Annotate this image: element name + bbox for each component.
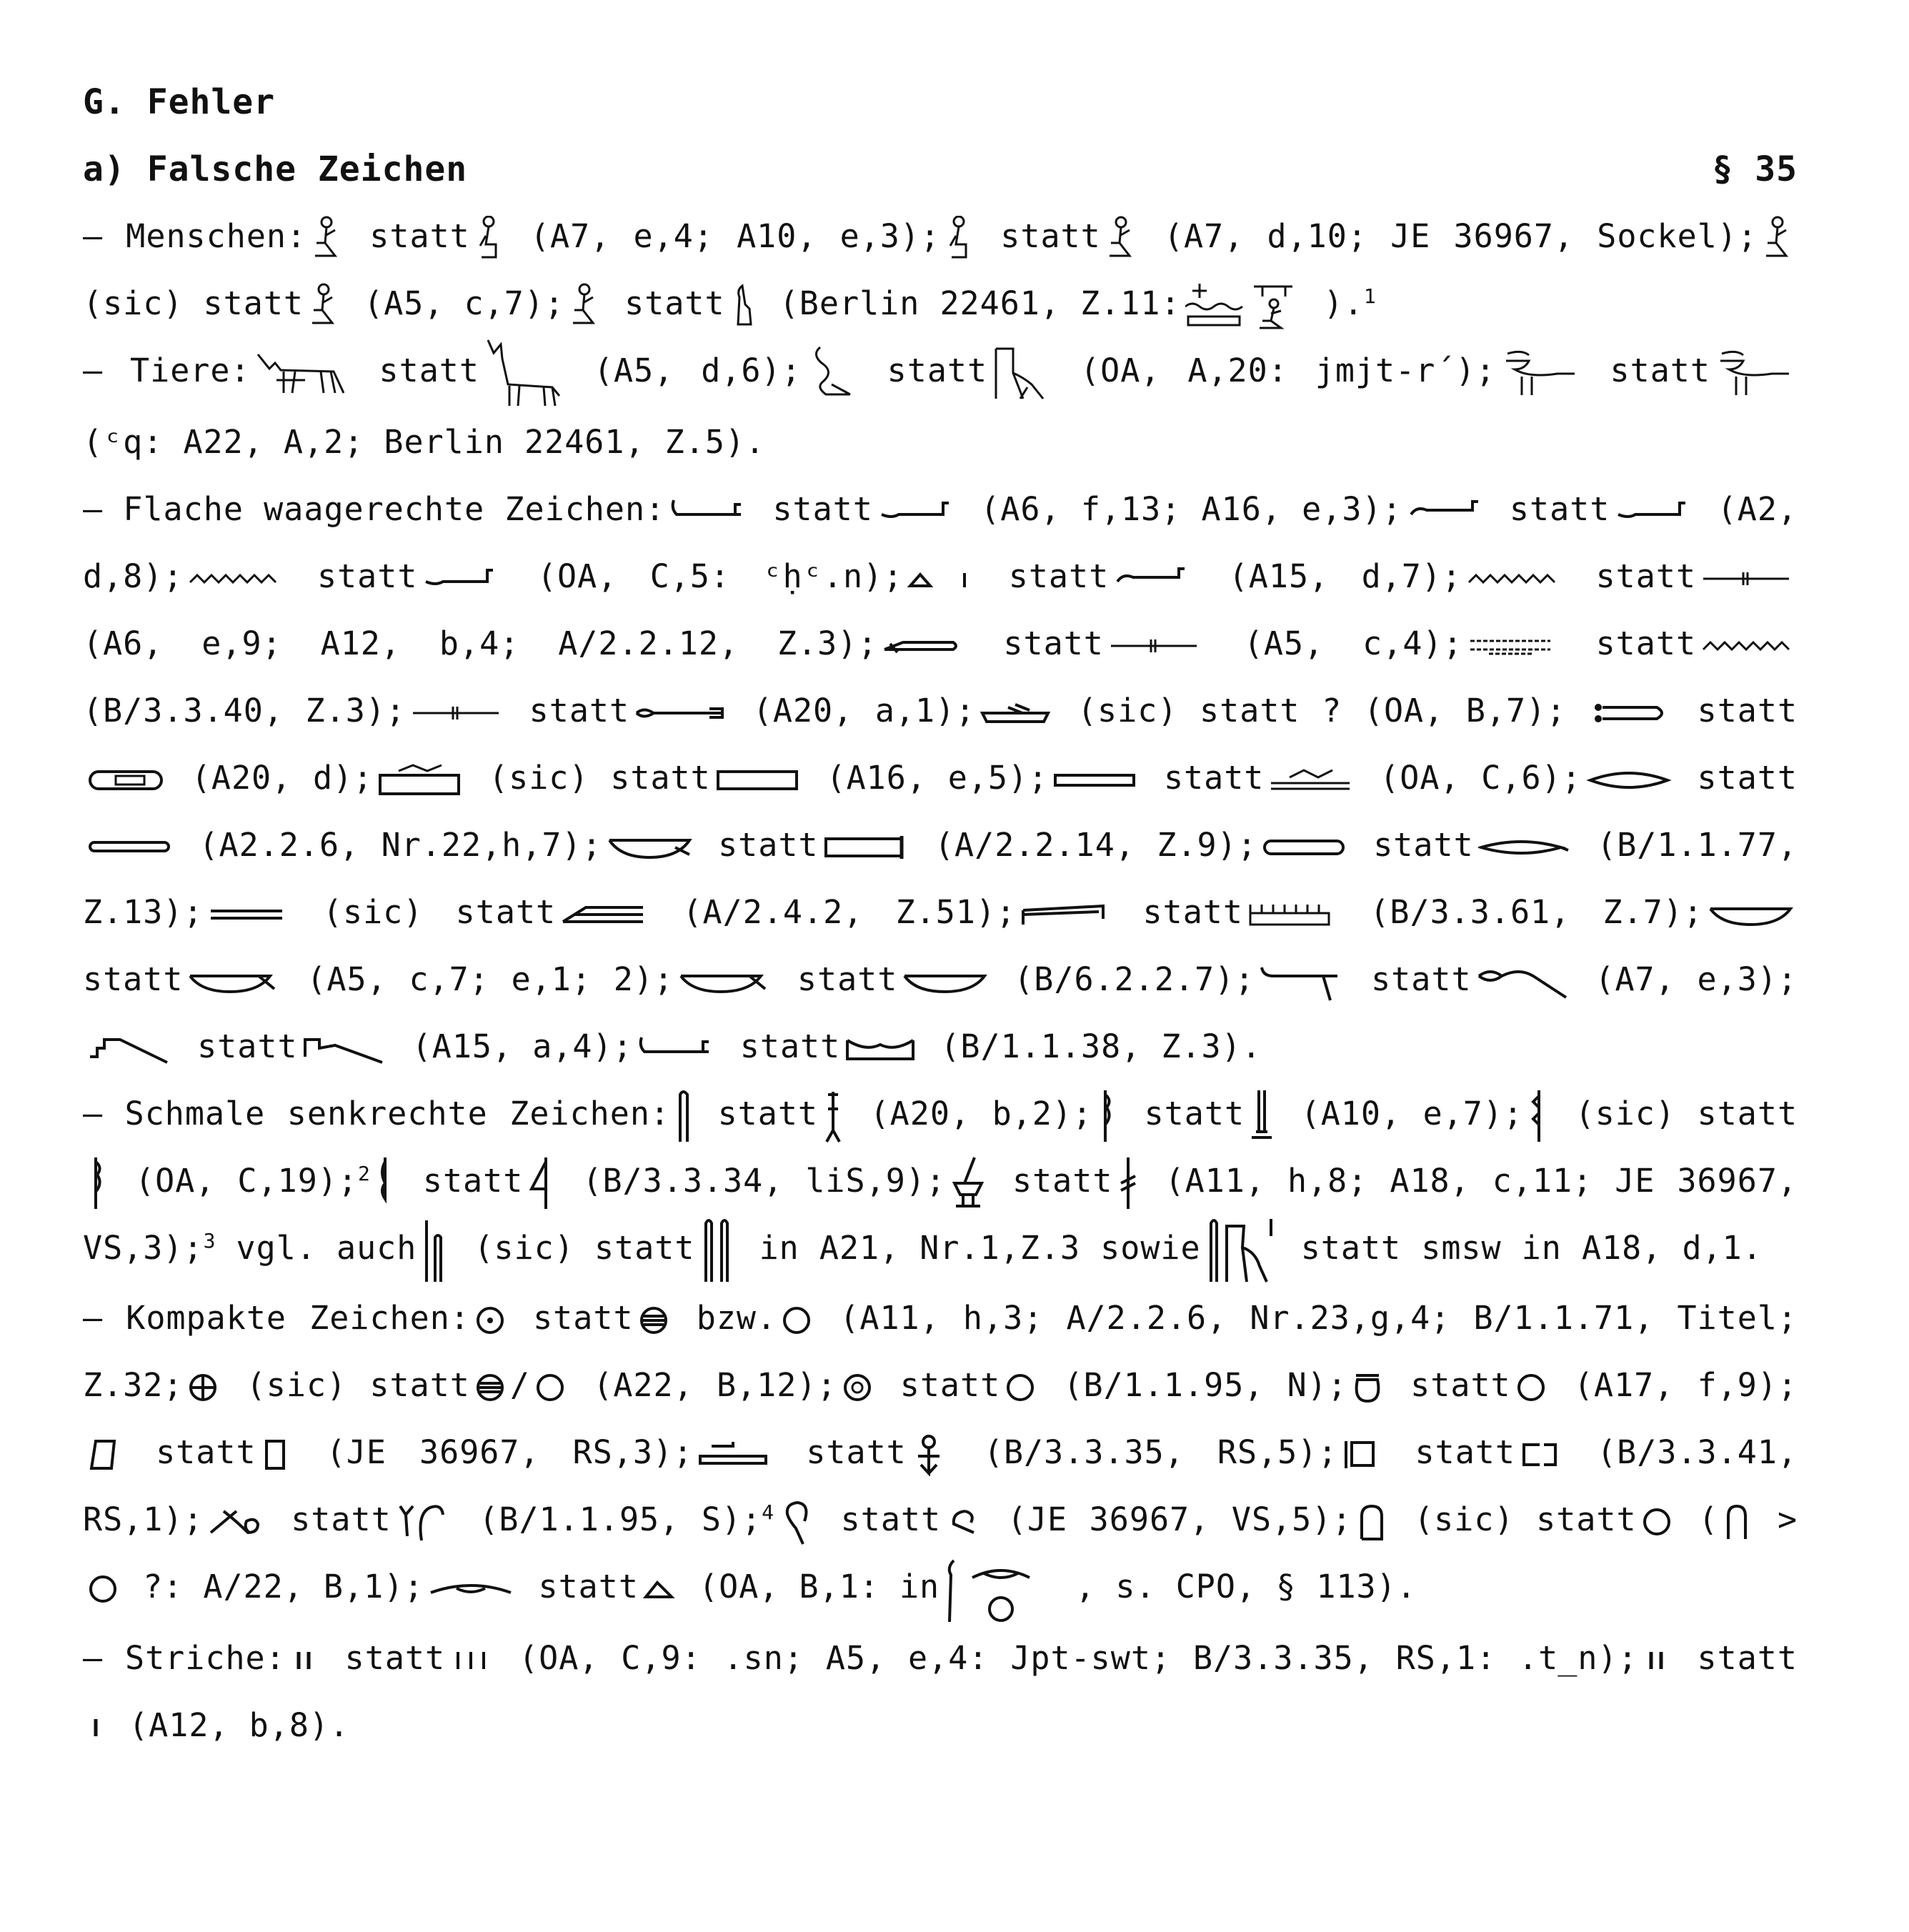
text: (B/3.3.41, RS,1); (83, 1433, 1798, 1538)
text: statt (422, 1162, 524, 1200)
box-glyph (1342, 1437, 1377, 1473)
single-stroke-glyph (87, 1715, 104, 1741)
text: statt (1144, 1095, 1245, 1132)
text: (A6, e,9; A12, b,4; A/2.2.12, Z.3); (83, 624, 878, 662)
circle-glyph (534, 1372, 566, 1403)
paragraph-senkrechte-zeichen (83, 1080, 1798, 1285)
circle-glyph (87, 1573, 119, 1605)
horn-glyph (208, 1504, 265, 1540)
mooring-post-glyph (1593, 699, 1671, 727)
text: ( (1698, 1500, 1719, 1538)
table-glyph (697, 1439, 769, 1470)
bird-glyph (1715, 348, 1793, 398)
text: (sic) statt (1575, 1095, 1798, 1132)
text: statt (624, 284, 725, 322)
text: (sic) statt (489, 759, 711, 797)
arch-glyph (1723, 1502, 1751, 1542)
footnote-marker: 3 (203, 1229, 216, 1253)
text: statt (739, 1027, 841, 1065)
bar-glyph (1052, 770, 1138, 791)
text: – Tiere: (83, 352, 251, 389)
text: (OA, B,1: in (699, 1568, 940, 1605)
text: (OA, C,6); (1380, 759, 1582, 797)
text: statt (1509, 490, 1610, 528)
text: (A6, f,13; A16, e,3); (980, 490, 1402, 528)
swirl-circle-glyph (842, 1372, 873, 1403)
flat-stroke-glyph (560, 900, 646, 929)
text: (sic) statt (1414, 1500, 1637, 1538)
paragraph-kompakte-zeichen (83, 1285, 1798, 1625)
mouth-glyph (1478, 833, 1571, 862)
stool-glyph (261, 1437, 289, 1473)
section-heading: G. Fehler (83, 82, 276, 122)
text: (A5, c,4); (1243, 624, 1463, 662)
text: statt smsw in A18, d,1. (1300, 1229, 1763, 1267)
arm-glyph (1113, 564, 1192, 593)
text: statt (379, 352, 479, 389)
triple-stroke-glyph (449, 1648, 492, 1673)
text: statt (718, 826, 819, 864)
text: (A2, d,8); (83, 490, 1798, 595)
text: statt (717, 1095, 819, 1132)
text: statt (806, 1433, 907, 1471)
text: (A10, e,7); (1300, 1095, 1524, 1132)
comb-glyph (1247, 900, 1333, 929)
text: statt (1697, 692, 1798, 730)
kneeling-man-glyph (569, 283, 600, 329)
text: statt (291, 1500, 392, 1538)
subsection-heading (83, 136, 1798, 203)
placenta-glyph (474, 1372, 506, 1403)
text: , s. CPO, § 113). (1075, 1568, 1417, 1605)
box-glyph (1520, 1439, 1560, 1470)
water-ripple-glyph (187, 568, 280, 589)
text: bzw. (696, 1299, 777, 1337)
text: statt (1697, 759, 1798, 797)
text: (JE 36967, VS,5); (1007, 1500, 1352, 1538)
bar-glyph (1262, 837, 1347, 858)
text: statt (1012, 1162, 1113, 1200)
text: (A7, d,10; JE 36967, Sockel); (1163, 217, 1758, 255)
reed-leaf-glyph (674, 1087, 692, 1145)
text: – Schmale senkrechte Zeichen: (83, 1095, 671, 1132)
circle-glyph (1515, 1372, 1547, 1403)
basket-glyph (678, 967, 771, 996)
double-stroke-glyph (1643, 1648, 1671, 1673)
text: (OA, C,9: .sn; A5, e,4: Jpt-swt; B/3.3.35, RS,1: .t̲n); (519, 1639, 1638, 1677)
group-writing-glyph (944, 1553, 1051, 1625)
reed-pair-glyph (699, 1216, 734, 1285)
seated-figure-glyph (729, 283, 755, 329)
text: statt (1163, 759, 1265, 797)
cord-glyph (1476, 960, 1569, 1003)
text: – Striche: (83, 1639, 286, 1677)
text: statt (840, 1500, 942, 1538)
jackal-glyph (255, 350, 348, 396)
flag-glyph (375, 1155, 397, 1212)
text: – Menschen: (83, 217, 307, 255)
text: statt (797, 960, 898, 998)
cartouche-glyph (87, 766, 166, 795)
text: (OA, C,19); (135, 1162, 358, 1200)
swallow-glyph (806, 344, 856, 402)
text: statt (538, 1568, 639, 1605)
spindle-glyph (1108, 635, 1201, 657)
mouth-glyph (428, 1578, 514, 1600)
horn-glyph (396, 1500, 453, 1543)
basket-glyph (1708, 900, 1793, 929)
text: (B/1.1.77, Z.13); (83, 826, 1798, 931)
text: (Berlin 22461, Z.11: (779, 284, 1181, 322)
double-stroke-glyph (290, 1648, 319, 1673)
text: (A15, d,7); (1228, 557, 1462, 595)
text: (B/3.3.35, RS,5); (983, 1433, 1338, 1471)
leg-glyph (302, 1031, 388, 1067)
page (83, 69, 1798, 1759)
text: (A20, a,1); (752, 692, 976, 730)
text: statt (1373, 826, 1474, 864)
basket-glyph (187, 967, 280, 996)
text: statt (772, 490, 873, 528)
text: (B/3.3.61, Z.7); (1370, 893, 1704, 931)
arch-glyph (1356, 1502, 1387, 1542)
text: (B/1.1.38, Z.3). (940, 1027, 1262, 1065)
text: (B/6.2.2.7); (1014, 960, 1255, 998)
footnote-marker: 1 (1363, 284, 1377, 308)
bar-glyph (87, 837, 173, 858)
arm-glyph (1407, 497, 1485, 526)
rectangle-glyph (715, 766, 801, 795)
text: (B/1.1.95, S); (479, 1500, 762, 1538)
staff-glyph (1117, 1155, 1138, 1212)
text: statt (1371, 960, 1472, 998)
text: (sic) statt (246, 1366, 470, 1404)
text: statt (1595, 557, 1697, 595)
text: statt (529, 692, 630, 730)
paragraph-striche (83, 1625, 1798, 1759)
text: (OA, C,5: ᶜḥᶜ.n); (537, 557, 904, 595)
arm-glyph (422, 564, 500, 593)
text: statt (316, 557, 418, 595)
sun-disk-glyph (474, 1305, 506, 1336)
basket-glyph (844, 1035, 916, 1063)
paragraph-number: § 35 (1712, 149, 1798, 189)
text: vgl. auch (236, 1229, 417, 1267)
arm-glyph (1614, 497, 1693, 526)
circle-glyph (1005, 1372, 1036, 1403)
seated-man-glyph (944, 216, 973, 262)
text: (A2.2.6, Nr.22,h,7); (199, 826, 602, 864)
text: statt (344, 1639, 446, 1677)
text: (JE 36967, RS,3); (326, 1433, 694, 1471)
text: statt (156, 1433, 256, 1471)
text: (B/1.1.95, N); (1063, 1366, 1347, 1404)
wick-glyph (779, 1497, 814, 1547)
smsw-group-glyph (1205, 1216, 1277, 1285)
kneeling-man-glyph (1762, 216, 1793, 262)
basket-glyph (902, 967, 987, 996)
circle-glyph (781, 1305, 812, 1336)
text: statt (197, 1027, 298, 1065)
paragraph-menschen (83, 203, 1798, 337)
text: (sic) statt (474, 1229, 695, 1267)
text: statt (1595, 624, 1697, 662)
text: ). (1323, 284, 1364, 322)
boat-glyph (980, 699, 1051, 727)
text: (A/2.2.14, Z.9); (934, 826, 1257, 864)
gazelle-glyph (484, 337, 562, 409)
text: > (1778, 1500, 1798, 1538)
text: (A15, a,4); (412, 1027, 633, 1065)
rectangle-glyph (823, 833, 909, 862)
spindle-glyph (1700, 568, 1793, 589)
kneeling-man-glyph (308, 283, 339, 329)
staff-glyph (822, 1087, 844, 1145)
flag-glyph (1527, 1087, 1549, 1145)
flag-glyph (1097, 1087, 1118, 1145)
flag-glyph (87, 1155, 109, 1212)
arm-glyph (669, 497, 748, 526)
text: (A20, d); (191, 759, 374, 797)
text: (A17, f,9); (1573, 1366, 1798, 1404)
text: (B/3.3.40, Z.3); (83, 692, 407, 730)
text: (sic) statt (83, 284, 304, 322)
paragraph-tiere (83, 337, 1798, 476)
text: (A7, e,4; A10, e,3); (529, 217, 941, 255)
footnote-marker: 2 (357, 1162, 371, 1185)
canal-glyph (1467, 635, 1553, 657)
owl-glyph (992, 344, 1049, 402)
text: statt (1003, 624, 1104, 662)
circle-glyph (1641, 1506, 1673, 1538)
paragraph-flache-zeichen (83, 476, 1798, 1080)
vessel-stand-glyph (950, 1155, 986, 1212)
pool-glyph (377, 762, 463, 798)
text: statt (1000, 217, 1101, 255)
kneeling-man-glyph (311, 216, 342, 262)
reed-float-glyph (882, 635, 960, 657)
text: (A22, B,12); (593, 1366, 837, 1404)
basket-glyph (607, 833, 692, 862)
text: (A7, e,3); (1595, 960, 1798, 998)
kneeling-man-glyph (1105, 216, 1137, 262)
water-ripple-glyph (1466, 568, 1559, 589)
text: ?: A/22, B,1); (143, 1568, 424, 1605)
reed-pair-glyph (421, 1216, 449, 1285)
text: (OA, A,20: jmjt-r´); (1080, 352, 1496, 389)
text: statt (1610, 352, 1710, 389)
text: (ᶜq: A22, A,2; Berlin 22461, Z.5). (83, 423, 766, 461)
arm-glyph (637, 1035, 716, 1063)
text: (A11, h,8; A18, c,11; JE 36967, VS,3); (83, 1162, 1798, 1267)
text: statt (369, 217, 470, 255)
text: (A20, b,2); (869, 1095, 1093, 1132)
text: – Flache waagerechte Zeichen: (83, 490, 666, 528)
text: statt (83, 960, 184, 998)
text: (A11, h,3; A/2.2.6, Nr.23,g,4; B/1.1.71, Titel; Z.32; (83, 1299, 1798, 1404)
mouth-glyph (1586, 766, 1672, 795)
water-ripple-glyph (1700, 635, 1793, 657)
text: statt (1008, 557, 1110, 595)
pot-glyph (1352, 1370, 1383, 1405)
text: (A12, b,8). (129, 1706, 350, 1744)
text: (A5, c,7; e,1; 2); (306, 960, 674, 998)
text: statt (1142, 893, 1243, 931)
text: (B/3.3.34, liS,9); (582, 1162, 946, 1200)
text: statt (1697, 1639, 1798, 1677)
text: statt (533, 1299, 634, 1337)
cord-glyph (634, 702, 727, 724)
text: (A5, c,7); (364, 284, 565, 322)
bolt-glyph (1259, 960, 1345, 1003)
text: (sic) statt (322, 893, 557, 931)
text: statt (899, 1366, 1001, 1404)
placenta-glyph (638, 1305, 669, 1336)
text: statt (1410, 1366, 1511, 1404)
text: / (509, 1366, 530, 1404)
subsection-title: a) Falsche Zeichen (83, 149, 468, 189)
text: in A21, Nr.1,Z.3 sowie (759, 1229, 1201, 1267)
leg-glyph (87, 1031, 173, 1067)
seated-man-glyph (474, 216, 503, 262)
group-writing-glyph (1185, 281, 1300, 331)
flat-stroke-glyph (1020, 900, 1106, 929)
pool-glyph (1268, 766, 1354, 795)
bar-glyph (208, 904, 286, 925)
wick-glyph (945, 1504, 981, 1540)
heart-glyph (911, 1433, 947, 1476)
text: statt (1415, 1433, 1515, 1471)
pillar-glyph (1249, 1087, 1275, 1145)
text: – Kompakte Zeichen: (83, 1299, 470, 1337)
bird-glyph (1500, 348, 1579, 398)
small-triangle-glyph (907, 564, 972, 593)
small-triangle-glyph (643, 1577, 674, 1601)
stool-glyph (87, 1437, 119, 1473)
spindle-glyph (410, 702, 503, 724)
footnote-marker: 4 (762, 1500, 775, 1524)
text: (sic) statt ? (OA, B,7); (1077, 692, 1567, 730)
flag-glyph (527, 1155, 556, 1212)
text: statt (887, 352, 988, 389)
text: (A5, d,6); (593, 352, 802, 389)
village-glyph (187, 1372, 219, 1403)
text: (A16, e,5); (826, 759, 1049, 797)
arm-glyph (877, 497, 956, 526)
text: (A/2.4.2, Z.51); (682, 893, 1017, 931)
